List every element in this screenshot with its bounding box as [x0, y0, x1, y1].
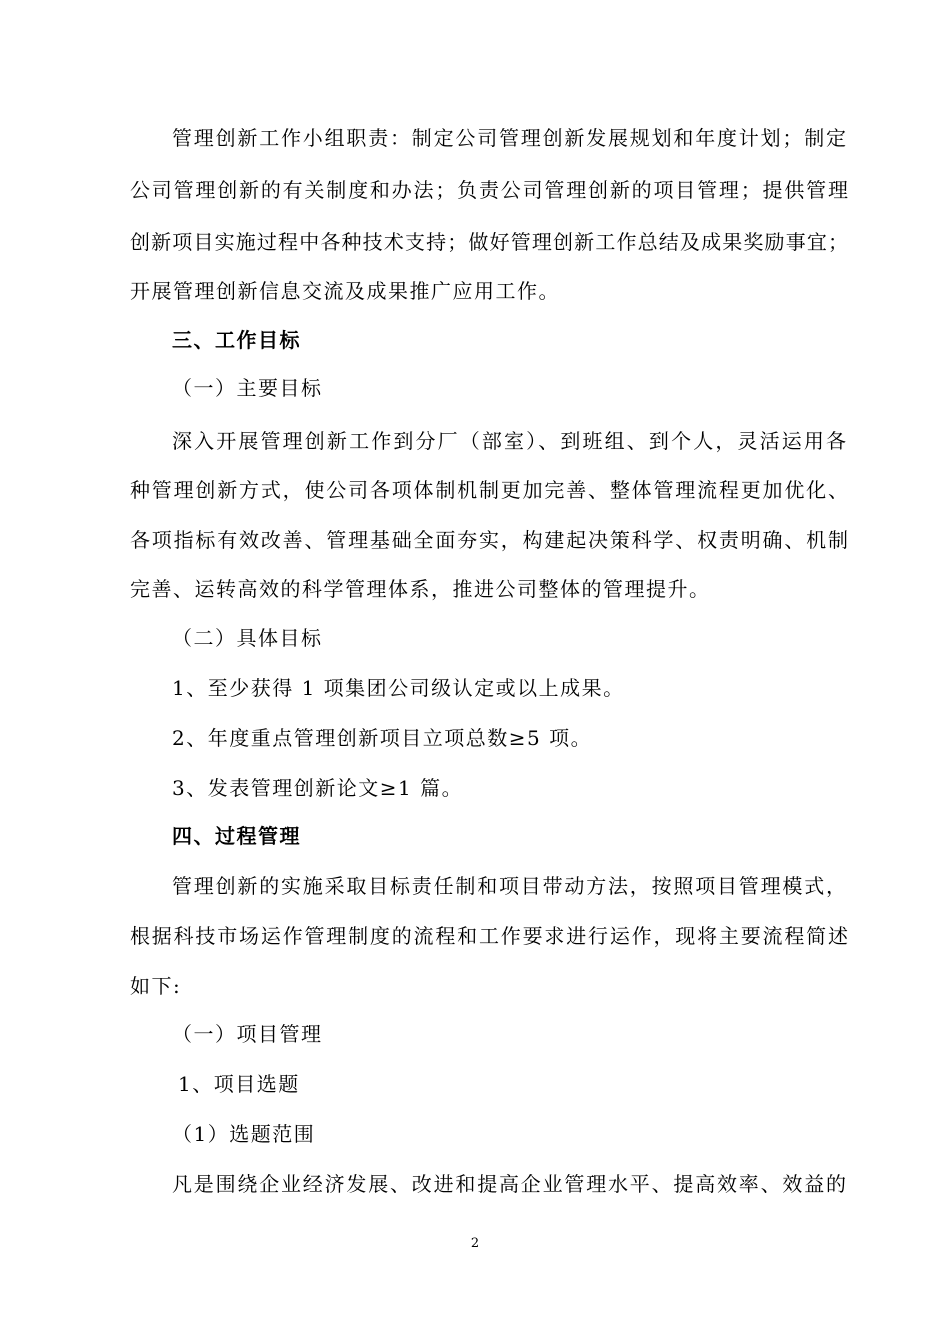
paragraph-line: 公司管理创新的有关制度和办法；负责公司管理创新的项目管理；提供管理 [130, 178, 848, 202]
section-heading: 四、过程管理 [172, 824, 301, 848]
subsection-heading: （一）项目管理 [172, 1022, 323, 1046]
list-item: 3、发表管理创新论文≥1 篇。 [172, 776, 464, 800]
list-item: 2、年度重点管理创新项目立项总数≥5 项。 [172, 726, 593, 750]
page-number: 2 [470, 1236, 480, 1251]
subsection-heading: （1）选题范围 [172, 1122, 316, 1146]
paragraph-line: 管理创新工作小组职责：制定公司管理创新发展规划和年度计划；制定 [172, 126, 846, 150]
section-heading: 三、工作目标 [172, 328, 301, 352]
paragraph-line: 管理创新的实施采取目标责任制和项目带动方法，按照项目管理模式， [172, 874, 846, 898]
subsection-heading: 1、项目选题 [178, 1072, 300, 1096]
list-item: 1、至少获得 1 项集团公司级认定或以上成果。 [172, 676, 625, 700]
paragraph-line: 完善、运转高效的科学管理体系，推进公司整体的管理提升。 [130, 577, 711, 601]
paragraph-line: 各项指标有效改善、管理基础全面夯实，构建起决策科学、权责明确、机制 [130, 528, 848, 552]
paragraph-line: 凡是围绕企业经济发展、改进和提高企业管理水平、提高效率、效益的 [172, 1172, 846, 1196]
paragraph-line: 开展管理创新信息交流及成果推广应用工作。 [130, 279, 560, 303]
paragraph-line: 如下: [130, 974, 182, 998]
paragraph-line: 种管理创新方式，使公司各项体制机制更加完善、整体管理流程更加优化、 [130, 478, 848, 502]
subsection-heading: （一）主要目标 [172, 376, 323, 400]
subsection-heading: （二）具体目标 [172, 626, 323, 650]
paragraph-line: 根据科技市场运作管理制度的流程和工作要求进行运作，现将主要流程简述 [130, 924, 848, 948]
paragraph-line: 创新项目实施过程中各种技术支持；做好管理创新工作总结及成果奖励事宜； [130, 230, 848, 254]
paragraph-line: 深入开展管理创新工作到分厂（部室）、到班组、到个人，灵活运用各 [172, 429, 846, 453]
